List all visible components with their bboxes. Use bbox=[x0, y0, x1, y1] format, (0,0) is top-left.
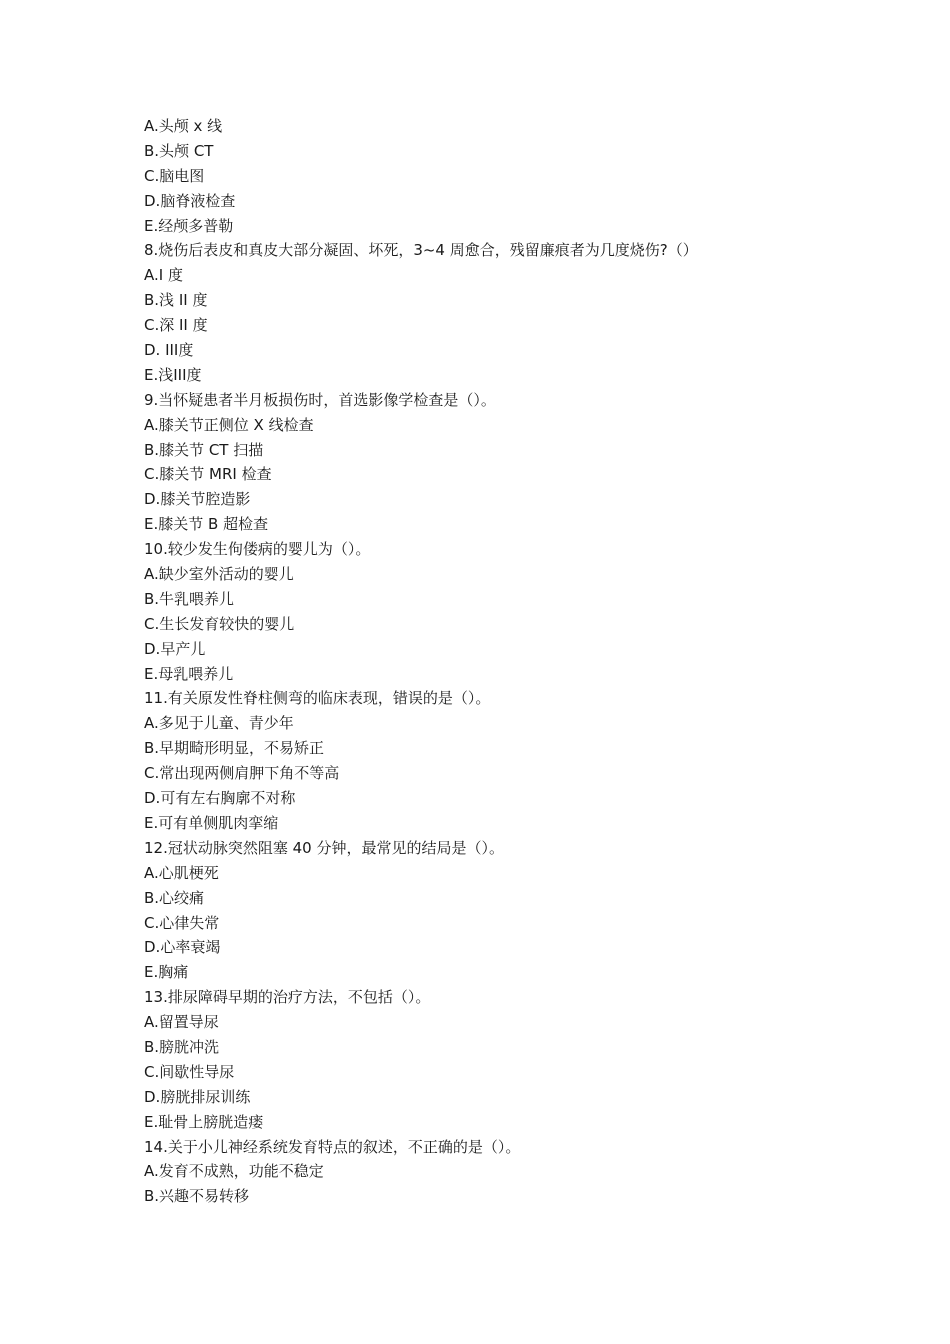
option-line: D.脑脊液检查 bbox=[144, 191, 236, 210]
question-text-block bbox=[144, 114, 844, 1209]
option-line: E.膝关节 B 超检查 bbox=[144, 515, 269, 534]
option-line: D.心率衰竭 bbox=[144, 938, 221, 957]
question-line: 12.冠状动脉突然阻塞 40 分钟，最常见的结局是（）。 bbox=[144, 838, 504, 857]
option-line: B.头颅 CT bbox=[144, 141, 214, 160]
question-line: 8.烧伤后表皮和真皮大部分凝固、坏死，3~4 周愈合，残留廉痕者为几度烧伤?（） bbox=[144, 241, 698, 260]
option-line: A.缺少室外活动的婴儿 bbox=[144, 565, 294, 584]
question-line: 13.排尿障碍早期的治疗方法，不包括（）。 bbox=[144, 988, 431, 1007]
option-line: B.早期畸形明显，不易矫正 bbox=[144, 739, 325, 758]
option-line: D. III度 bbox=[144, 341, 194, 360]
question-line: 11.有关原发性脊柱侧弯的临床表现，错误的是（）。 bbox=[144, 689, 491, 708]
option-line: A.膝关节正侧位 X 线检查 bbox=[144, 415, 314, 434]
option-line: D.膝关节腔造影 bbox=[144, 490, 251, 509]
option-line: C.脑电图 bbox=[144, 166, 205, 185]
option-line: C.膝关节 MRI 检查 bbox=[144, 465, 272, 484]
option-line: A.留置导尿 bbox=[144, 1013, 219, 1032]
option-line: E.胸痛 bbox=[144, 963, 189, 982]
option-line: A.头颅 x 线 bbox=[144, 117, 223, 135]
question-line: 10.较少发生佝偻病的婴儿为（）。 bbox=[144, 540, 371, 559]
option-line: B.膝关节 CT 扫描 bbox=[144, 440, 264, 459]
option-line: E.经颅多普勒 bbox=[144, 216, 234, 235]
option-line: A.I 度 bbox=[144, 266, 183, 285]
option-line: B.膀胱冲洗 bbox=[144, 1037, 220, 1056]
question-line: 9.当怀疑患者半月板损伤时，首选影像学检查是（）。 bbox=[144, 390, 496, 409]
option-line: D.早产儿 bbox=[144, 639, 206, 658]
option-line: A.发育不成熟，功能不稳定 bbox=[144, 1162, 324, 1181]
option-line: B.浅 II 度 bbox=[144, 291, 208, 310]
option-line: C.生长发育较快的婴儿 bbox=[144, 614, 295, 633]
option-line: B.心绞痛 bbox=[144, 888, 205, 907]
option-line: C.间歇性导尿 bbox=[144, 1062, 235, 1081]
option-line: D.膀胱排尿训练 bbox=[144, 1087, 251, 1106]
question-line: 14.关于小儿神经系统发育特点的叙述，不正确的是（）。 bbox=[144, 1137, 521, 1156]
option-line: B.牛乳喂养儿 bbox=[144, 589, 235, 608]
option-line: E.浅III度 bbox=[144, 365, 202, 384]
option-line: C.心律失常 bbox=[144, 913, 220, 932]
option-line: E.母乳喂养儿 bbox=[144, 664, 234, 683]
option-line: A.心肌梗死 bbox=[144, 863, 219, 882]
option-line: E.耻骨上膀胱造瘘 bbox=[144, 1112, 264, 1131]
option-line: D.可有左右胸廓不对称 bbox=[144, 789, 296, 808]
option-line: E.可有单侧肌肉挛缩 bbox=[144, 813, 279, 832]
option-line: C.常出现两侧肩胛下角不等高 bbox=[144, 764, 340, 783]
option-line: C.深 II 度 bbox=[144, 316, 208, 335]
option-line: A.多见于儿童、青少年 bbox=[144, 714, 294, 733]
option-line: B.兴趣不易转移 bbox=[144, 1187, 250, 1206]
